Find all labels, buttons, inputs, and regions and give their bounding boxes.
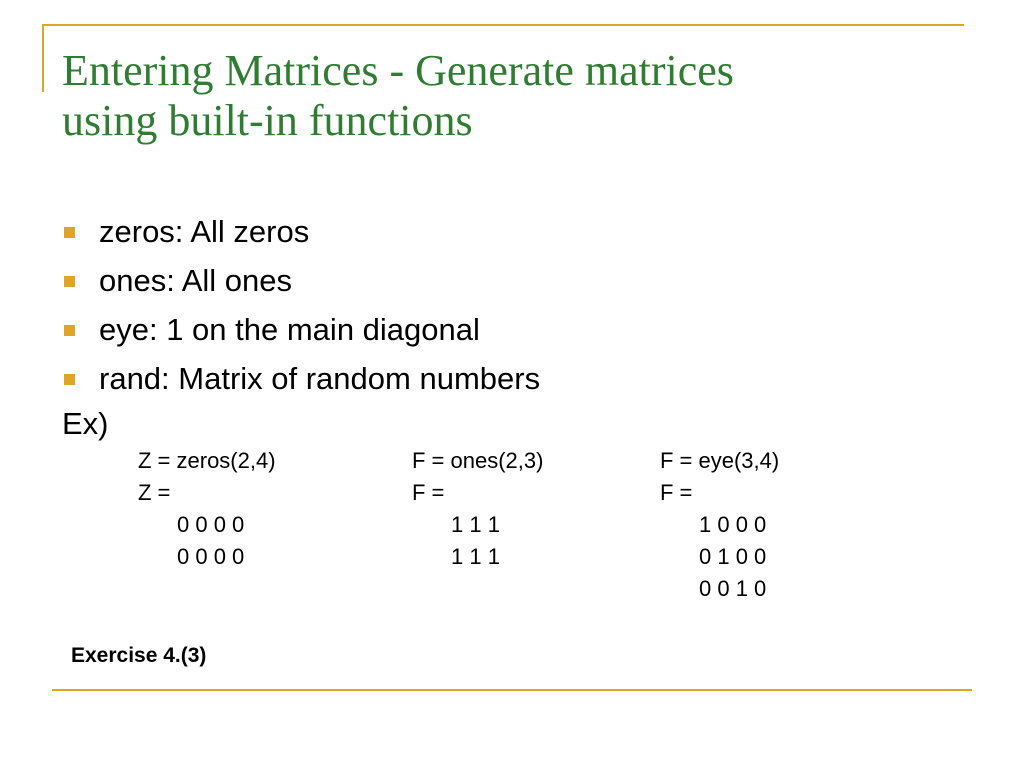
- matrix-row: 1 1 1: [451, 544, 500, 569]
- example-command: F = ones(2,3): [412, 448, 544, 473]
- bottom-accent-rule: [52, 689, 972, 691]
- example-eye: [660, 445, 779, 605]
- bullet-list: [62, 207, 540, 403]
- matrix-row: 0 1 0 0: [699, 544, 767, 569]
- example-ones: [412, 445, 543, 573]
- bullet-item-zeros: [62, 207, 540, 256]
- bullet-item-ones: [62, 256, 540, 305]
- example-result-label: F =: [412, 480, 445, 505]
- title-line-1: Entering Matrices - Generate matrices: [62, 46, 734, 95]
- bullet-text: zeros: All zeros: [99, 214, 310, 249]
- matrix-row: 0 0 1 0: [699, 576, 767, 601]
- matrix-row: 1 1 1: [451, 512, 500, 537]
- square-bullet-icon: [64, 227, 75, 238]
- square-bullet-icon: [64, 325, 75, 336]
- matrix-row: 1 0 0 0: [699, 512, 767, 537]
- slide-title: [62, 46, 962, 146]
- example-result-label: Z =: [138, 480, 171, 505]
- bullet-text: ones: All ones: [99, 263, 293, 298]
- example-label: Ex): [62, 406, 109, 441]
- square-bullet-icon: [64, 374, 75, 385]
- example-command: F = eye(3,4): [660, 448, 780, 473]
- square-bullet-icon: [64, 276, 75, 287]
- exercise-label: Exercise 4.(3): [71, 644, 207, 667]
- top-accent-rule: [42, 24, 964, 26]
- example-zeros: [138, 445, 276, 573]
- bullet-item-rand: [62, 354, 540, 403]
- matrix-row: 0 0 0 0: [177, 512, 245, 537]
- matrix-row: 0 0 0 0: [177, 544, 245, 569]
- left-accent-rule: [42, 24, 44, 92]
- title-line-2: using built-in functions: [62, 96, 473, 145]
- example-result-label: F =: [660, 480, 693, 505]
- bullet-text: rand: Matrix of random numbers: [99, 361, 541, 396]
- bullet-text: eye: 1 on the main diagonal: [99, 312, 480, 347]
- bullet-item-eye: [62, 305, 540, 354]
- example-command: Z = zeros(2,4): [138, 448, 276, 473]
